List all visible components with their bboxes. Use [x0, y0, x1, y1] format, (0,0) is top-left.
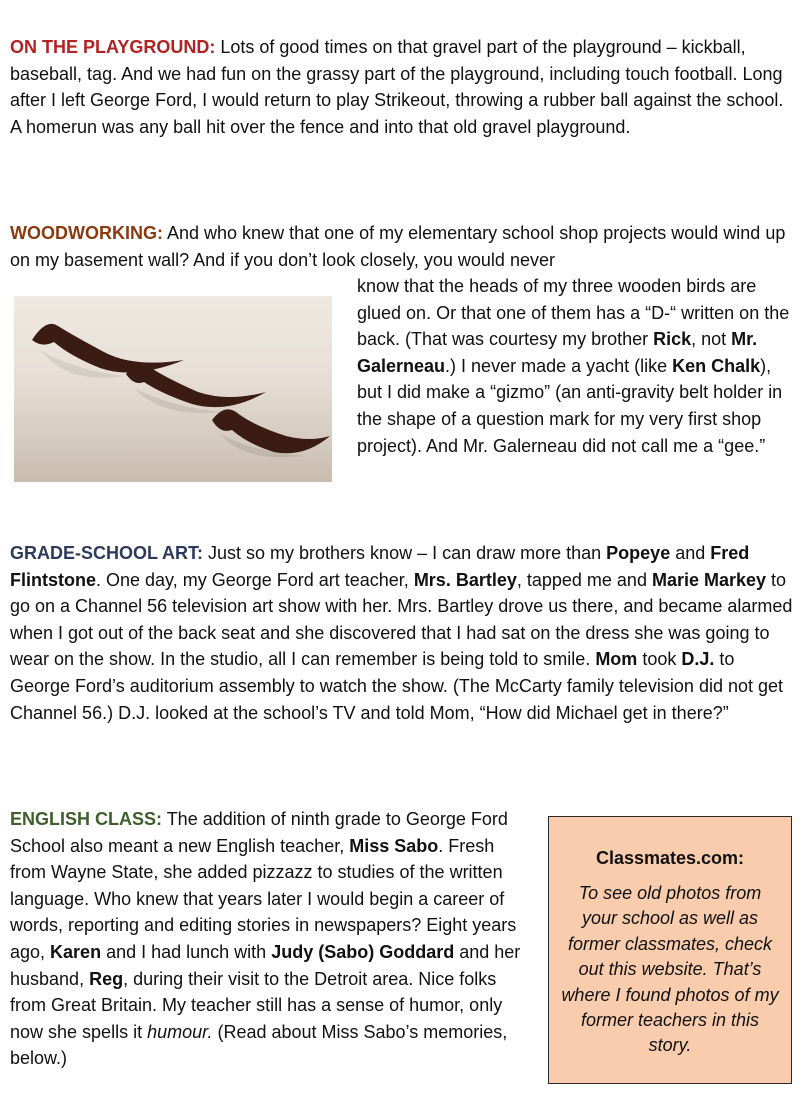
wooden-birds-illustration	[14, 296, 332, 482]
sidebar-title: Classmates.com:	[595, 848, 745, 868]
woodworking-paragraph: know that the heads of my three wooden birds are glued on. Or that one of them has a “D-“ written on the back. (That was courtesy my brother Rick, not Mr. Galerneau.) I never made a yacht (like Ken Chalk), but I did make a “gizmo” (an anti-gravity belt holder in the shape of a question mark for my very first shop project). And Mr. Galerneau did not call me a “gee.”	[357, 276, 790, 456]
art-heading: GRADE-SCHOOL ART:	[10, 543, 203, 563]
wooden-bird-3	[212, 409, 330, 453]
sidebar-body: To see old photos from your school as well as former classmates, check out this website. That’s where I found photos of my former teachers in this story.	[561, 883, 779, 1056]
woodworking-intro	[10, 220, 790, 273]
name-mom: Mom	[595, 649, 638, 670]
name-miss-sabo: Miss Sabo	[349, 835, 439, 856]
wooden-bird-1	[32, 324, 184, 373]
art-paragraph: GRADE-SCHOOL ART: Just so my brothers know – I can draw more than Popeye and Fred Flintstone. One day, my George Ford art teacher, Mrs. Bartley, tapped me and Marie Markey to go on a Channel 56 television art show with her. Mrs. Bartley drove us there, and became alarmed when I got out of the back seat and she discovered that I had sat on the dress she was going to wear on the show. In the studio, all I can remember is being told to smile. Mom took D.J. to George Ford’s auditorium assembly to watch the show. (The McCarty family television did not get Channel 56.) D.J. looked at the school’s TV and told Mom, “How did Michael get in there?”	[10, 543, 793, 723]
english-paragraph: ENGLISH CLASS: The addition of ninth grade to George Ford School also meant a new English teacher, Miss Sabo. Fresh from Wayne State, she added pizzazz to studies of the written language. Who knew that years later I would begin a career of words, reporting and editing stories in newspapers? Eight years ago, Karen and I had lunch with Judy (Sabo) Goddard and her husband, Reg, during their visit to the Detroit area. Nice folks from Great Britain. My teacher still has a sense of humor, only now she spells it humour. (Read about Miss Sabo’s memories, below.)	[10, 809, 521, 1069]
wooden-birds-photo	[14, 296, 332, 482]
wooden-bird-2	[126, 363, 266, 407]
name-ken-chalk: Ken Chalk	[672, 355, 761, 376]
name-karen: Karen	[50, 941, 102, 962]
name-popeye: Popeye	[606, 543, 671, 563]
playground-text: Lots of good times on that gravel part of the playground – kickball, baseball, tag. And we had fun on the grassy part of the playground, including touch football. Long after I left George Ford, I would return to play Strikeout, throwing a rubber ball against the school. A homerun was any ball hit over the fence and into that old gravel playground.	[10, 37, 784, 137]
word-humour: humour.	[147, 1021, 213, 1042]
name-reg: Reg	[89, 968, 124, 989]
classmates-sidebar	[548, 816, 792, 1084]
name-rick: Rick	[653, 329, 692, 350]
name-marie-markey: Marie Markey	[651, 569, 767, 590]
name-galerneau: Mr. Galerneau	[357, 329, 758, 376]
name-judy-goddard: Judy (Sabo) Goddard	[271, 941, 455, 962]
playground-paragraph	[10, 34, 790, 140]
english-heading: ENGLISH CLASS:	[10, 809, 163, 829]
woodworking-heading: WOODWORKING:	[10, 223, 163, 243]
name-fred-flintstone: Fred Flintstone	[10, 543, 750, 590]
name-dj: D.J.	[681, 649, 715, 670]
woodworking-intro-text: And who knew that one of my elementary school shop projects would wind up on my basement wall? And if you don’t look closely, you would never	[10, 223, 786, 270]
name-mrs-bartley: Mrs. Bartley	[413, 569, 517, 590]
playground-heading: ON THE PLAYGROUND:	[10, 37, 216, 57]
